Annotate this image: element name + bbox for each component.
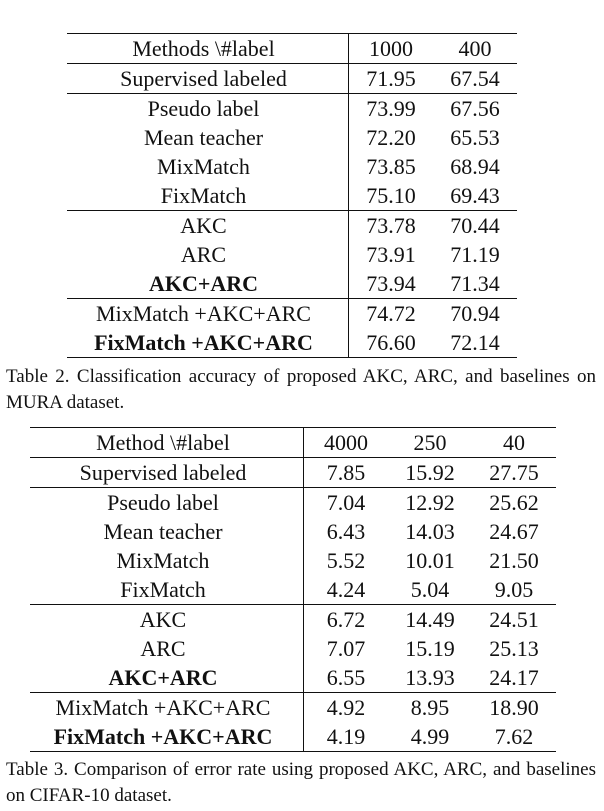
table-row (67, 299, 517, 329)
row-method: AKC+ARC (67, 269, 349, 299)
cell-value: 25.62 (472, 488, 556, 518)
cell-value: 73.99 (349, 94, 434, 124)
row-method: Supervised labeled (30, 458, 304, 488)
cell-value: 5.52 (326, 548, 366, 573)
table-row (30, 722, 556, 752)
cell-value: 9.05 (494, 577, 534, 602)
header-col: 40 (472, 428, 556, 458)
cell-value: 4.92 (304, 693, 389, 723)
cell-value: 5.04 (410, 577, 450, 602)
header-col: 1000 (349, 34, 434, 64)
table-row (30, 517, 556, 546)
cell-value: 6.55 (326, 665, 366, 690)
table-header-row (30, 428, 556, 458)
row-method: FixMatch +AKC+ARC (30, 722, 304, 752)
table-3-caption: Table 3. Comparison of error rate using proposed AKC, ARC, and baselines on CIFAR-10 dataset. (6, 759, 596, 806)
table-header-row (67, 34, 517, 64)
table-row (30, 458, 556, 488)
cell-value: 71.34 (450, 271, 500, 296)
row-method: FixMatch +AKC+ARC (67, 328, 349, 358)
row-method: Mean teacher (30, 517, 304, 546)
cell-value: 24.67 (489, 519, 539, 544)
cell-value: 14.03 (405, 519, 455, 544)
cell-value: 24.17 (489, 665, 539, 690)
cell-value: 27.75 (489, 460, 539, 485)
row-method: MixMatch (67, 152, 349, 181)
row-method: ARC (67, 240, 349, 269)
cell-value: 65.53 (450, 125, 500, 150)
table-row (67, 94, 517, 124)
cell-value: 69.43 (450, 183, 500, 208)
table-row (67, 152, 517, 181)
table-row (67, 181, 517, 211)
cell-value: 75.10 (366, 183, 416, 208)
row-method: AKC (67, 211, 349, 241)
table-row (30, 693, 556, 723)
cell-value: 8.95 (388, 693, 472, 723)
table-row (30, 634, 556, 663)
cell-value: 73.91 (366, 242, 416, 267)
row-method: Pseudo label (67, 94, 349, 124)
row-method: Mean teacher (67, 123, 349, 152)
row-method: Supervised labeled (67, 64, 349, 94)
cell-value: 73.85 (366, 154, 416, 179)
table-row (30, 488, 556, 518)
cell-value: 74.72 (349, 299, 434, 329)
row-method: AKC (30, 605, 304, 635)
table-3 (30, 427, 556, 752)
cell-value: 21.50 (489, 548, 539, 573)
cell-value: 67.54 (450, 66, 500, 91)
cell-value: 18.90 (472, 693, 556, 723)
row-method: MixMatch (30, 546, 304, 575)
header-col: 250 (388, 428, 472, 458)
cell-value: 67.56 (433, 94, 517, 124)
cell-value: 13.93 (405, 665, 455, 690)
table-row (30, 575, 556, 605)
cell-value: 15.19 (405, 636, 455, 661)
table-row (30, 605, 556, 635)
cell-value: 6.72 (304, 605, 389, 635)
table-row (67, 240, 517, 269)
row-method: FixMatch (67, 181, 349, 211)
header-method: Method \#label (30, 428, 304, 458)
cell-value: 7.62 (472, 722, 556, 752)
cell-value: 4.24 (326, 577, 366, 602)
cell-value: 7.04 (304, 488, 389, 518)
table-row (30, 663, 556, 693)
cell-value: 76.60 (349, 328, 434, 358)
cell-value: 73.94 (366, 271, 416, 296)
cell-value: 6.43 (326, 519, 366, 544)
cell-value: 73.78 (349, 211, 434, 241)
row-method: MixMatch +AKC+ARC (30, 693, 304, 723)
header-method: Methods \#label (67, 34, 349, 64)
cell-value: 10.01 (405, 548, 455, 573)
cell-value: 70.44 (433, 211, 517, 241)
header-col: 4000 (304, 428, 389, 458)
table-row (67, 328, 517, 358)
cell-value: 71.95 (366, 66, 416, 91)
cell-value: 68.94 (450, 154, 500, 179)
cell-value: 24.51 (472, 605, 556, 635)
cell-value: 72.14 (433, 328, 517, 358)
table-row (67, 211, 517, 241)
cell-value: 7.85 (326, 460, 366, 485)
cell-value: 15.92 (405, 460, 455, 485)
row-method: Pseudo label (30, 488, 304, 518)
cell-value: 12.92 (388, 488, 472, 518)
cell-value: 70.94 (433, 299, 517, 329)
cell-value: 7.07 (326, 636, 366, 661)
cell-value: 4.19 (304, 722, 389, 752)
cell-value: 4.99 (388, 722, 472, 752)
row-method: FixMatch (30, 575, 304, 605)
cell-value: 72.20 (366, 125, 416, 150)
table-row (30, 546, 556, 575)
table-row (67, 64, 517, 94)
cell-value: 14.49 (388, 605, 472, 635)
row-method: AKC+ARC (30, 663, 304, 693)
cell-value: 25.13 (489, 636, 539, 661)
table-2 (67, 33, 517, 358)
table-row (67, 269, 517, 299)
cell-value: 71.19 (450, 242, 500, 267)
table-row (67, 123, 517, 152)
row-method: ARC (30, 634, 304, 663)
row-method: MixMatch +AKC+ARC (67, 299, 349, 329)
header-col: 400 (433, 34, 517, 64)
table-2-caption: Table 2. Classification accuracy of proposed AKC, ARC, and baselines on MURA dataset. (6, 366, 596, 413)
